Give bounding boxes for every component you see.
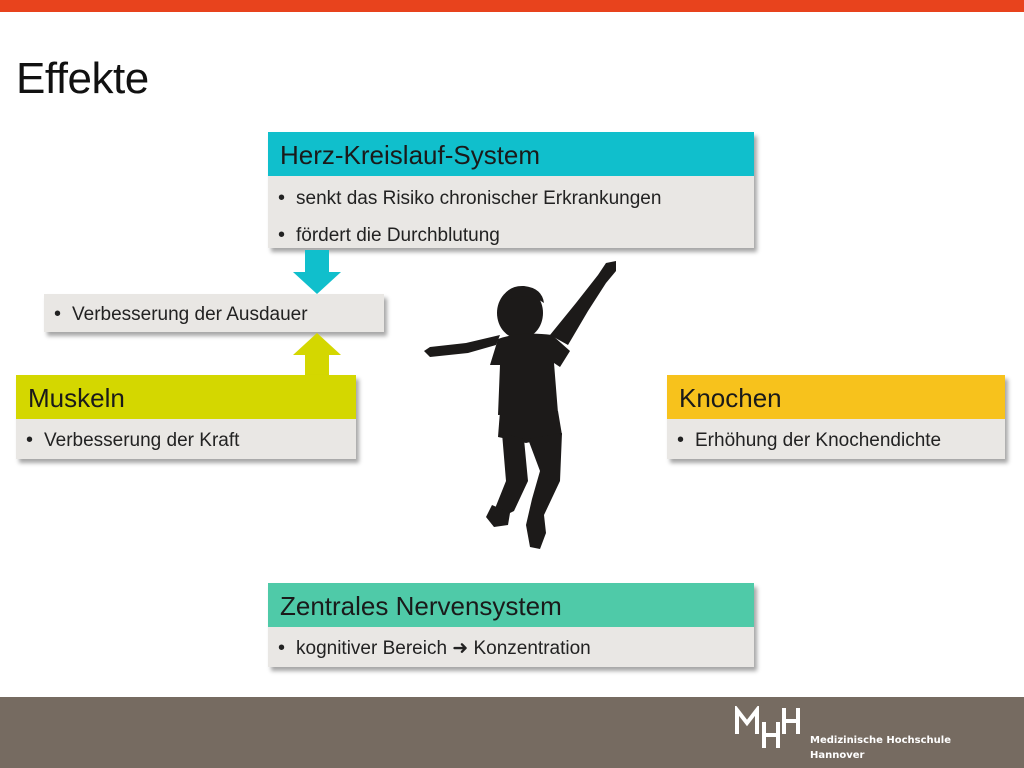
bullet-item (278, 217, 744, 254)
bullet-dot: • (677, 429, 685, 451)
muskeln-card (16, 375, 356, 459)
zns-body (268, 627, 754, 667)
muskeln-title: Muskeln (16, 375, 356, 419)
bullet-item (26, 422, 346, 459)
bullet-dot: • (26, 429, 34, 451)
top-accent-bar (0, 0, 1024, 12)
knochen-title: Knochen (667, 375, 1005, 419)
logo-line-1: Medizinische Hochschule (810, 735, 951, 746)
bullet-text: Verbesserung der Ausdauer (72, 304, 308, 325)
bullet-text: senkt das Risiko chronischer Erkrankungen (296, 188, 662, 209)
knochen-body (667, 419, 1005, 459)
bullet-dot: • (54, 303, 62, 325)
arrow-down-icon (293, 250, 341, 294)
zns-title: Zentrales Nervensystem (268, 583, 754, 627)
mhh-logo-text (810, 733, 951, 763)
bullet-text: Erhöhung der Knochendichte (695, 430, 942, 451)
bullet-dot: • (278, 224, 286, 246)
muskeln-body (16, 419, 356, 459)
bullet-text: kognitiver Bereich ➜ Konzentration (296, 638, 591, 659)
bullet-item (54, 294, 374, 335)
herz-kreislauf-body (268, 176, 754, 248)
herz-kreislauf-title: Herz-Kreislauf-System (268, 132, 754, 176)
zns-card (268, 583, 754, 667)
bullet-item (278, 180, 744, 217)
knochen-card (667, 375, 1005, 459)
jumping-child-silhouette-icon (420, 255, 625, 553)
bullet-item (677, 422, 995, 459)
mhh-logo (734, 706, 804, 750)
bullet-dot: • (278, 187, 286, 209)
slide-title: Effekte (16, 54, 149, 103)
bullet-text: fördert die Durchblutung (296, 225, 500, 246)
herz-kreislauf-card (268, 132, 754, 248)
bullet-text: Verbesserung der Kraft (44, 430, 240, 451)
logo-line-2: Hannover (810, 750, 865, 761)
arrow-up-icon (293, 333, 341, 375)
bullet-dot: • (278, 637, 286, 659)
ausdauer-box (44, 294, 384, 332)
bullet-item (278, 630, 744, 667)
